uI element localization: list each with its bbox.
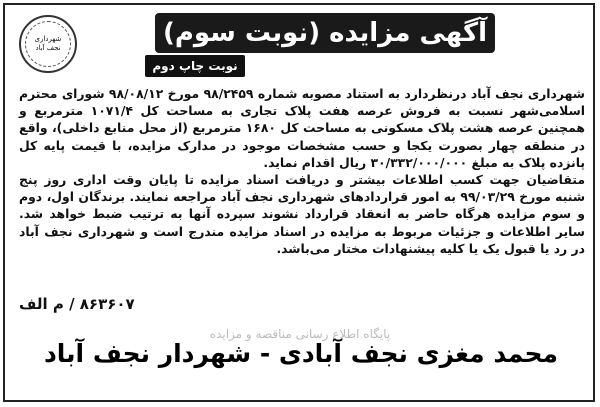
municipality-seal-icon — [19, 15, 77, 73]
reference-number: ۸۶۳۶۰۷ / م الف — [19, 295, 135, 313]
title-band — [155, 13, 495, 53]
notice-title: آگهی مزایده (نوبت سوم) — [162, 18, 487, 48]
body-paragraph-1: شهرداری نجف آباد درنظردارد به استناد مصوبه شماره ۹۸/۲۴۵۹ مورخ ۹۸/۰۸/۱۲ شورای محترم اسلامی‌شهر نسبت به فروش عرصه هفت پلاک تجاری به مساحت کل ۱۰۷۱/۴ مترمربع و همچنین عرصه هشت پلاک مسکونی به مساحت کل ۱۶۸۰ مترمربع (از محل منابع داخلی)، واقع در منطقه چهار بصورت یکجا و حسب مشخصات موجود در مدارک مزایده، با قیمت پایه کل پانزده پلاک به مبلغ ۳۰/۳۳۲/۰۰۰/۰۰۰ ریال اقدام نماید. — [19, 86, 585, 170]
print-round-badge: نوبت چاپ دوم — [145, 55, 245, 77]
seal-line-2: نجف آباد — [35, 44, 61, 52]
watermark-text: پایگاه اطلاع رسانی مناقصه و مزایده — [209, 327, 391, 341]
auction-notice — [3, 3, 595, 402]
signature-line: محمد مغزی نجف آبادی - شهردار نجف آباد — [43, 339, 559, 368]
notice-body — [19, 85, 585, 257]
body-paragraph-2: متقاضیان جهت کسب اطلاعات بیشتر و دریافت اسناد مزایده تا پایان وقت اداری روز پنج شنبه مورخ ۹۹/۰۳/۲۹ به امور قراردادهای شهرداری نجف آباد مراجعه نمایند. برندگان اول، دوم و سوم مزایده هرگاه حاضر به انعقاد قرارداد نشوند سپرده آنها به ترتیب ضبط خواهد شد. سایر اطلاعات و جزئیات مربوط به مزایده در اسناد مزایده مندرج است و شهرداری نجف آباد در رد یا قبول یک یا کلیه پیشنهادات مختار می‌باشد. — [19, 172, 586, 256]
seal-line-1: شهرداری — [34, 35, 62, 43]
